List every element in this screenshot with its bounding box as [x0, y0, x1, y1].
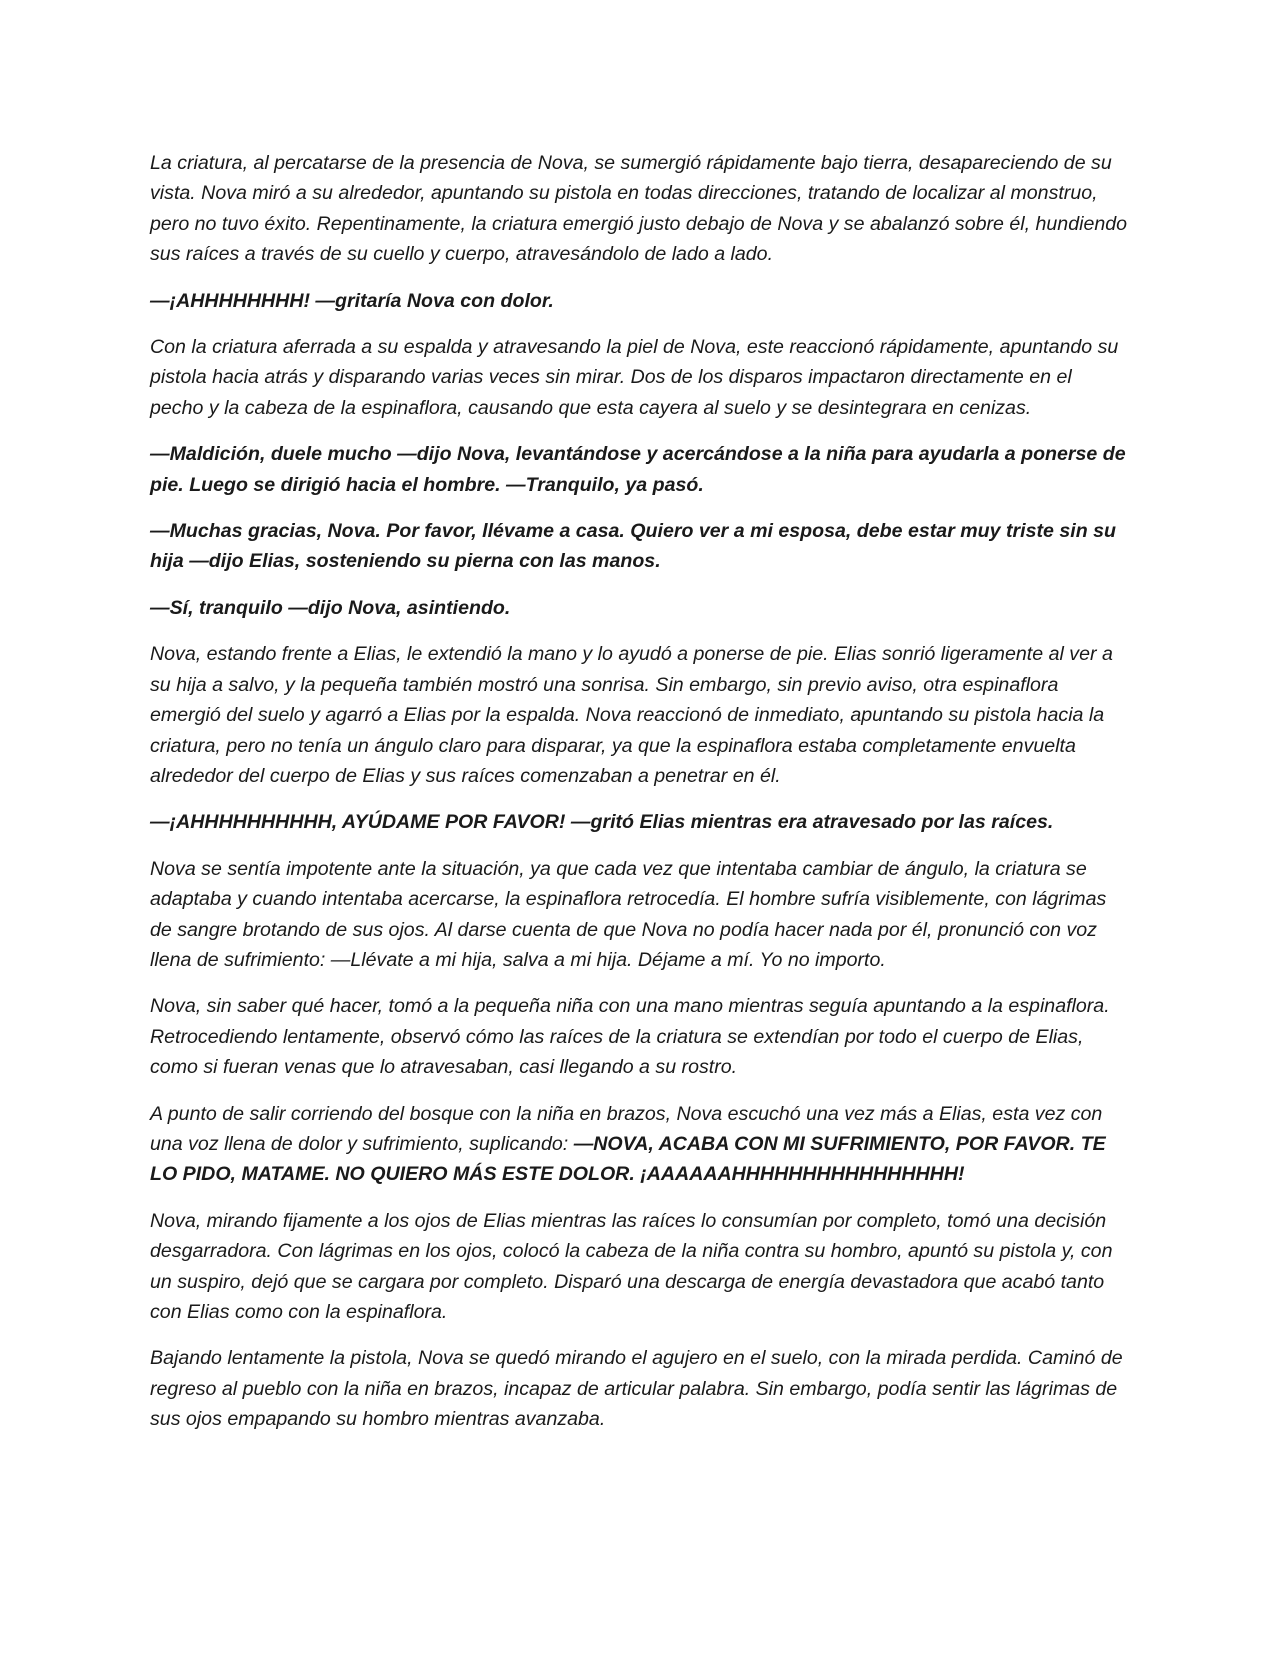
paragraph: Nova, mirando fijamente a los ojos de Elias mientras las raíces lo consumían por completo, tomó una decisión desgarradora. Con lágrimas en los ojos, colocó la cabeza de la niña contra su hombro, apuntó su pistola y, con un suspiro, dejó que se cargara por completo. Disparó una descarga de energía devastadora que acabó tanto con Elias como con la espinaflora. [150, 1209, 1113, 1323]
paragraph: Con la criatura aferrada a su espalda y atravesando la piel de Nova, este reaccionó rápidamente, apuntando su pistola hacia atrás y disparando varias veces sin mirar. Dos de los disparos impactaron directamente en el pecho y la cabeza de la espinaflora, causando que esta cayera al suelo y se desintegrara en cenizas. [150, 336, 1119, 419]
paragraph-shout-text: —NOVA, ACABA CON MI SUFRIMIENTO, POR FAVOR. TE LO PIDO, MATAME. NO QUIERO MÁS ESTE DOLOR. ¡AAAAAAHHHHHHHHHHHHHHHH! [150, 1132, 1106, 1186]
dialogue-paragraph: —Muchas gracias, Nova. Por favor, llévame a casa. Quiero ver a mi esposa, debe estar muy triste sin su hija —dijo Elias, sosteniendo su pierna con las manos. [150, 520, 1116, 573]
paragraph: Nova se sentía impotente ante la situación, ya que cada vez que intentaba cambiar de ángulo, la criatura se adaptaba y cuando intentaba acercarse, la espinaflora retrocedía. El hombre sufría visiblemente, con lágrimas de sangre brotando de sus ojos. Al darse cuenta de que Nova no podía hacer nada por él, pronunció con voz llena de sufrimiento: —Llévate a mi hija, salva a mi hija. Déjame a mí. Yo no importo. [150, 857, 1107, 971]
mixed-paragraph [150, 1099, 1130, 1190]
dialogue-paragraph: —¡AHHHHHHHHHH, AYÚDAME POR FAVOR! —gritó Elias mientras era atravesado por las raíces. [150, 811, 1054, 834]
paragraph-narration-text: A punto de salir corriendo del bosque con la niña en brazos, Nova escuchó una vez más a Elias, esta vez con una voz llena de dolor y sufrimiento, suplicando: [150, 1102, 1103, 1155]
paragraph: Nova, sin saber qué hacer, tomó a la pequeña niña con una mano mientras seguía apuntando a la espinaflora. Retrocediendo lentamente, observó cómo las raíces de la criatura se extendían por todo el cuerpo de Elias, como si fueran venas que lo atravesaban, casi llegando a su rostro. [150, 995, 1110, 1079]
dialogue-paragraph: —Sí, tranquilo —dijo Nova, asintiendo. [150, 596, 511, 619]
dialogue-paragraph: —Maldición, duele mucho —dijo Nova, levantándose y acercándose a la niña para ayudarla a ponerse de pie. Luego se dirigió hacia el hombre. —Tranquilo, ya pasó. [150, 443, 1126, 496]
paragraph: Bajando lentamente la pistola, Nova se quedó mirando el agujero en el suelo, con la mirada perdida. Caminó de regreso al pueblo con la niña en brazos, incapaz de articular palabra. Sin embargo, podía sentir las lágrimas de sus ojos empapando su hombro mientras avanzaba. [150, 1347, 1123, 1431]
paragraph: La criatura, al percatarse de la presencia de Nova, se sumergió rápidamente bajo tierra, desapareciendo de su vista. Nova miró a su alrededor, apuntando su pistola en todas direcciones, tratando de localizar al monstruo, pero no tuvo éxito. Repentinamente, la criatura emergió justo debajo de Nova y se abalanzó sobre él, hundiendo sus raíces a través de su cuello y cuerpo, atravesándolo de lado a lado. [150, 152, 1128, 266]
dialogue-paragraph: —¡AHHHHHHHH! —gritaría Nova con dolor. [150, 289, 554, 312]
paragraph: Nova, estando frente a Elias, le extendió la mano y lo ayudó a ponerse de pie. Elias sonrió ligeramente al ver a su hija a salvo, y la pequeña también mostró una sonrisa. Sin embargo, sin previo aviso, otra espinaflora emergió del suelo y agarró a Elias por la espalda. Nova reaccionó de inmediato, apuntando su pistola hacia la criatura, pero no tenía un ángulo claro para disparar, ya que la espinaflora estaba completamente envuelta alrededor del cuerpo de Elias y sus raíces comenzaban a penetrar en él. [150, 643, 1113, 787]
document-body [150, 148, 1130, 1451]
